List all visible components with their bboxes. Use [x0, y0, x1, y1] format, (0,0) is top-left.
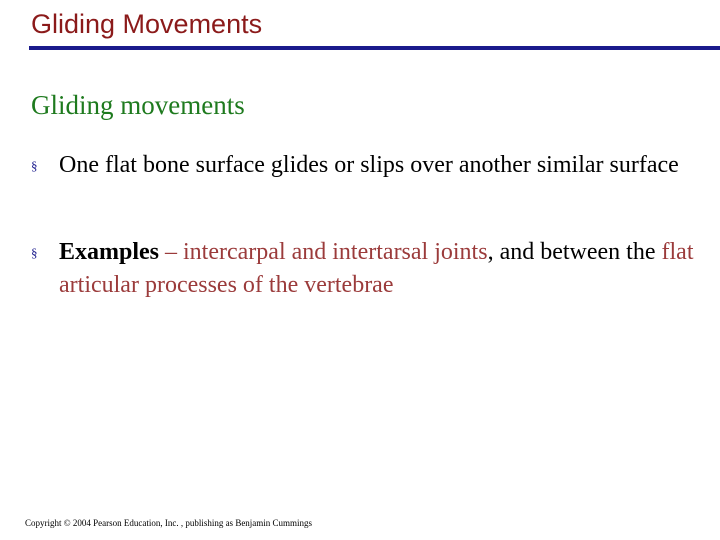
bullet-item	[31, 149, 720, 219]
slide-title: Gliding Movements	[31, 9, 263, 39]
example-joints: intercarpal and intertarsal joints	[183, 239, 488, 265]
dash: –	[159, 239, 184, 265]
bullet-marker: §	[31, 245, 38, 260]
examples-label: Examples	[59, 239, 160, 265]
bullet-marker: §	[31, 158, 38, 173]
bullet-item	[31, 236, 720, 306]
title-divider	[29, 46, 720, 50]
bullet-text: One flat bone surface glides or slips over another similar surface	[59, 152, 679, 178]
bullet-text	[59, 236, 720, 302]
section-heading: Gliding movements	[31, 90, 245, 120]
copyright-footer: Copyright © 2004 Pearson Education, Inc. , publishing as Benjamin Cummings	[25, 518, 313, 528]
example-processes: flat articular processes of the vertebrae	[59, 239, 694, 298]
connector-text: , and between the	[487, 239, 662, 265]
